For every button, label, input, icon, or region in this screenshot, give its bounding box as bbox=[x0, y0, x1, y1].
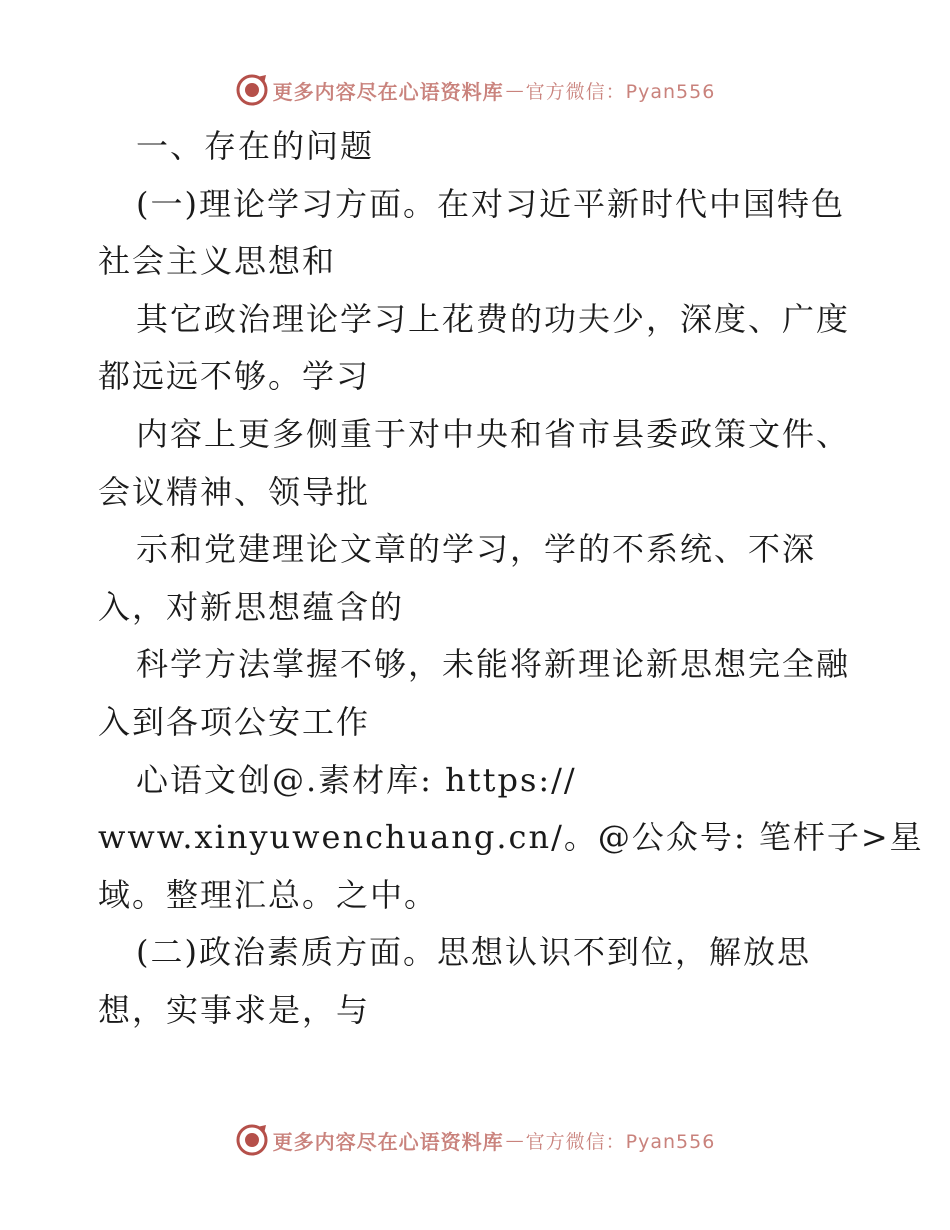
watermark-main-text: 更多内容尽在心语资料库 bbox=[272, 1129, 504, 1154]
header-watermark bbox=[0, 70, 950, 110]
paragraph-line: 社会主义思想和 bbox=[98, 242, 337, 281]
section-heading: 一、存在的问题 bbox=[136, 127, 375, 165]
paragraph-line: 入到各项公安工作 bbox=[98, 702, 371, 741]
footer-watermark bbox=[0, 1120, 950, 1160]
paragraph-line: 示和党建理论文章的学习，学的不系统、不深 bbox=[136, 530, 817, 569]
watermark-separator: — bbox=[505, 1129, 524, 1151]
watermark-wechat-text: 官方微信：Pyan556 bbox=[525, 1130, 716, 1153]
pen-logo-icon bbox=[235, 1123, 269, 1157]
paragraph-line: 其它政治理论学习上花费的功夫少，深度、广度 bbox=[136, 299, 851, 338]
paragraph-line: 入，对新思想蕴含的 bbox=[98, 587, 405, 626]
paragraph-line: www.xinyuwenchuang.cn/。@公众号: 笔杆子>星 bbox=[98, 818, 924, 857]
paragraph-line: 科学方法掌握不够，未能将新理论新思想完全融 bbox=[136, 645, 851, 684]
paragraph-line: 都远远不够。学习 bbox=[98, 357, 371, 396]
paragraph-line: 域。整理汇总。之中。 bbox=[98, 875, 439, 914]
paragraph-line: 会议精神、领导批 bbox=[98, 472, 371, 511]
paragraph-line: 想，实事求是，与 bbox=[98, 990, 371, 1029]
watermark-wechat-text: 官方微信：Pyan556 bbox=[525, 80, 716, 103]
document-body bbox=[98, 118, 924, 1040]
pen-logo-icon bbox=[235, 73, 269, 107]
watermark-separator: — bbox=[505, 79, 524, 101]
paragraph-line: 内容上更多侧重于对中央和省市县委政策文件、 bbox=[136, 414, 851, 453]
paragraph-line: (二)政治素质方面。思想认识不到位，解放思 bbox=[136, 933, 811, 972]
watermark-main-text: 更多内容尽在心语资料库 bbox=[272, 79, 504, 104]
paragraph-line: (一)理论学习方面。在对习近平新时代中国特色 bbox=[136, 184, 845, 223]
paragraph-line: 心语文创@.素材库: https:// bbox=[136, 760, 577, 799]
